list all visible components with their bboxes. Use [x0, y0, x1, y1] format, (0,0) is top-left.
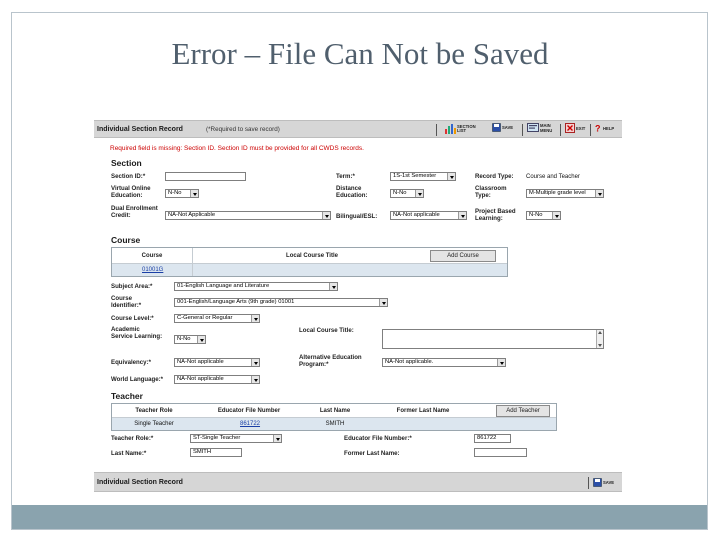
textarea-scrollbar[interactable]	[596, 330, 603, 348]
course-heading: Course	[111, 235, 141, 245]
dual-enrollment-label: Dual Enrollment Credit:	[111, 205, 158, 219]
virtual-online-label: Virtual Online Education:	[111, 185, 151, 199]
bilingual-esl-label: Bilingual/ESL:	[336, 213, 378, 220]
term-select[interactable]: 1S-1st Semester	[390, 172, 456, 181]
last-name-label: Last Name:*	[111, 450, 147, 457]
course-row-link[interactable]: 01001G	[142, 267, 164, 273]
academic-service-select[interactable]: N-No	[174, 335, 206, 344]
local-course-title-col-header: Local Course Title	[286, 253, 338, 259]
record-footer-bar	[94, 472, 622, 492]
section-record-screenshot	[94, 120, 622, 494]
svg-text:?: ?	[595, 123, 601, 133]
section-list-icon	[444, 123, 456, 135]
alt-ed-program-select[interactable]: NA-Not applicable.	[382, 358, 506, 367]
exit-icon	[565, 123, 575, 133]
term-label: Term:*	[336, 173, 355, 180]
teacher-heading: Teacher	[111, 391, 143, 401]
toolbar-separator	[590, 124, 591, 136]
bilingual-esl-select[interactable]: NA-Not applicable	[390, 211, 467, 220]
help-icon	[594, 123, 602, 133]
distance-education-select[interactable]: N-No	[390, 189, 424, 198]
classroom-type-label: Classroom Type:	[475, 185, 507, 199]
last-name-col-header: Last Name	[319, 408, 351, 414]
record-type-value: Course and Teacher	[526, 174, 580, 180]
exit-button[interactable]: EXIT	[565, 123, 585, 133]
project-based-select[interactable]: N-No	[526, 211, 561, 220]
section-list-button[interactable]: SECTION LIST	[444, 123, 475, 135]
help-button[interactable]: ? HELP	[595, 123, 615, 133]
teacher-table	[111, 403, 557, 431]
educator-file-number-col-header: Educator File Number	[217, 408, 281, 414]
footer-save-button[interactable]: SAVE	[593, 478, 614, 487]
course-identifier-label: Course Identifier:*	[111, 295, 142, 309]
record-header-bar	[94, 120, 622, 138]
required-note: (*Required to save record)	[206, 126, 280, 133]
teacher-row-role: Single Teacher	[134, 421, 174, 427]
main-menu-button[interactable]: MAIN MENU	[527, 123, 554, 134]
course-level-select[interactable]: C-General or Regular	[174, 314, 260, 323]
section-id-label: Section ID:*	[111, 173, 146, 180]
world-language-select[interactable]: NA-Not applicable	[174, 375, 260, 384]
save-button[interactable]: SAVE	[492, 123, 513, 132]
distance-education-label: Distance Education:	[336, 185, 368, 199]
footer-record-title: Individual Section Record	[97, 479, 183, 486]
last-name-input[interactable]: SMITH	[190, 448, 242, 457]
former-last-name-col-header: Former Last Name	[396, 408, 450, 414]
virtual-online-select[interactable]: N-No	[165, 189, 199, 198]
toolbar-separator	[522, 124, 523, 136]
course-table	[111, 247, 508, 277]
local-course-title-label: Local Course Title:	[299, 327, 354, 334]
section-id-input[interactable]	[165, 172, 246, 181]
course-identifier-select[interactable]: 001-English/Language Arts (9th grade) 01001	[174, 298, 388, 307]
table-row	[112, 264, 507, 276]
main-menu-icon	[527, 123, 539, 134]
save-icon	[492, 123, 501, 132]
add-course-button[interactable]: Add Course	[430, 250, 496, 262]
dual-enrollment-select[interactable]: NA-Not Applicable	[165, 211, 331, 220]
educator-file-number-input[interactable]: 861722	[474, 434, 511, 443]
teacher-row-last-name: SMITH	[325, 421, 345, 427]
local-course-title-textarea[interactable]	[382, 329, 604, 349]
subject-area-label: Subject Area:*	[111, 283, 153, 290]
slide-title: Error – File Can Not be Saved	[171, 36, 549, 71]
former-last-name-label: Former Last Name:	[344, 450, 400, 457]
subject-area-select[interactable]: 01-English Language and Literature	[174, 282, 338, 291]
teacher-role-label: Teacher Role:*	[111, 435, 154, 442]
save-icon	[593, 478, 602, 487]
error-message: Required field is missing: Section ID. Section ID must be provided for all CWDS records.	[110, 145, 364, 152]
course-level-label: Course Level:*	[111, 315, 154, 322]
toolbar-separator	[588, 477, 589, 489]
equivalency-label: Equivalency:*	[111, 359, 151, 366]
academic-service-label: Academic Service Learning:	[111, 326, 163, 340]
record-type-label: Record Type:	[475, 173, 514, 180]
teacher-row-file-number-link[interactable]: 861722	[240, 421, 261, 427]
add-teacher-button[interactable]: Add Teacher	[496, 405, 550, 417]
classroom-type-select[interactable]: M-Multiple grade level	[526, 189, 604, 198]
toolbar-separator	[560, 124, 561, 136]
alt-ed-program-label: Alternative Education Program:*	[299, 354, 362, 368]
slide-bottom-band	[12, 505, 707, 529]
teacher-role-col-header: Teacher Role	[135, 408, 173, 414]
project-based-label: Project Based Learning:	[475, 208, 516, 222]
section-heading: Section	[111, 158, 142, 168]
world-language-label: World Language:*	[111, 376, 164, 383]
teacher-role-select[interactable]: ST-Single Teacher	[190, 434, 282, 443]
course-col-header: Course	[141, 253, 163, 259]
column-divider	[192, 248, 193, 276]
record-title: Individual Section Record	[97, 126, 183, 133]
toolbar-separator	[436, 124, 437, 136]
former-last-name-input[interactable]	[474, 448, 527, 457]
equivalency-select[interactable]: NA-Not applicable	[174, 358, 260, 367]
educator-file-number-label: Educator File Number:*	[344, 435, 412, 442]
